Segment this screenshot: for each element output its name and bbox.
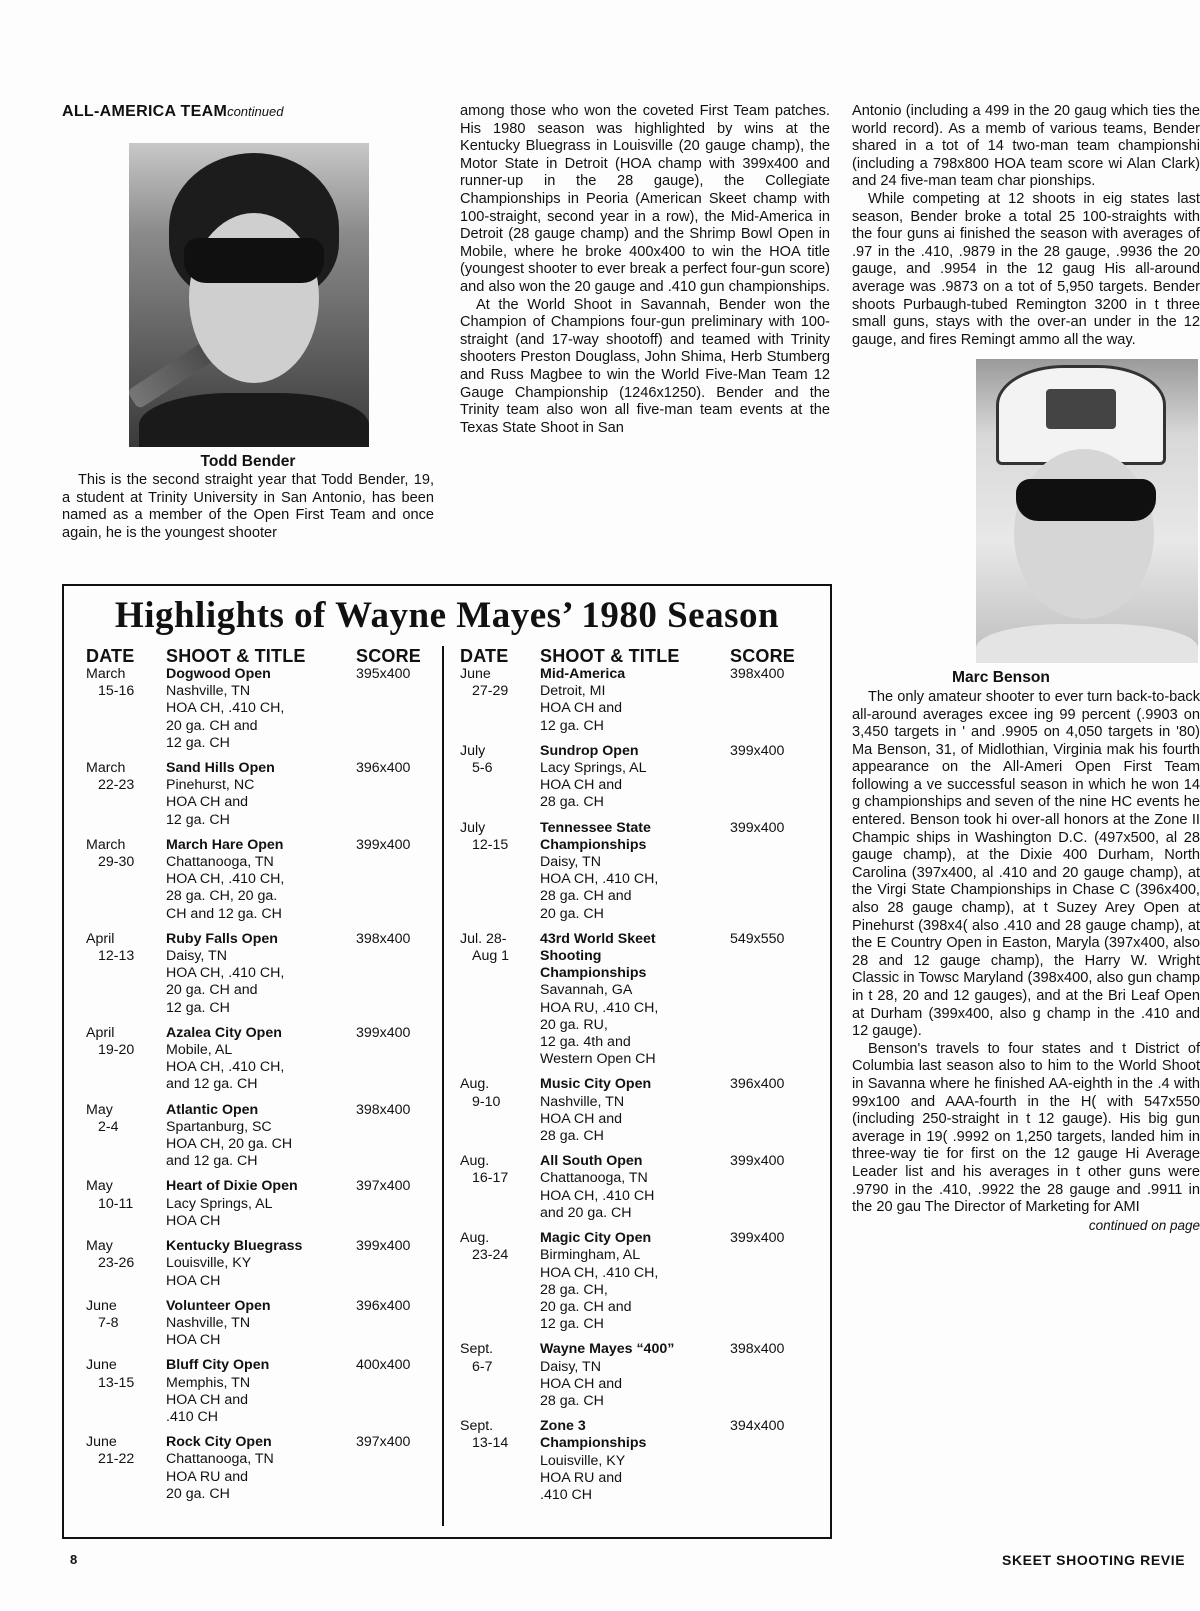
event-name: Dogwood Open [166,666,271,682]
event-score: 400x400 [356,1357,411,1374]
event-detail: Memphis, TN HOA CH and .410 CH [166,1374,251,1425]
event-name: Ruby Falls Open [166,930,278,947]
event-shoot [540,666,730,735]
event-row [86,1102,446,1171]
event-score: 399x400 [730,742,785,759]
event-detail: Louisville, KY HOA RU and .410 CH [540,1452,626,1503]
event-date-line1: June [86,1297,117,1314]
event-row [460,743,820,812]
event-name: All South Open [540,1153,643,1170]
event-shoot [166,1025,356,1094]
event-date-line1: Aug. [460,1076,490,1093]
highlights-left-column [86,646,446,1511]
event-name: Magic City Open [540,1230,652,1247]
event-shoot [166,1102,356,1171]
event-date-line1: Aug. [460,1153,490,1170]
event-date-line2: 23-26 [98,1255,135,1272]
event-row [460,1230,820,1333]
event-shoot [166,1357,356,1426]
event-row [86,1025,446,1094]
event-date [460,931,540,1069]
event-shoot [166,1434,356,1503]
event-date-line2: 19-20 [98,1042,135,1059]
header-score: SCORE [730,646,796,666]
body-paragraph: among those who won the coveted First Team patches. His 1980 season was highlighted by wins at the Kentucky Bluegrass in Louisville (20 gauge champ), the Motor State in Detroit (HOA champ with 399x400 and runner-up in the 28 gauge), the Collegiate Championships in Peoria (American Skeet champ with 100-straight, second year in a row), the Mid-America in Detroit (28 gauge champ) and the Shrimp Bowl Open in Mobile, where he broke 400x400 to win the HOA title (youngest shooter to ever break a perfect four-gun score) and also won the 20 gauge and .410 gun championships. [460,103,830,295]
event-score: 398x400 [356,930,411,947]
continued-note: continued on page [1088,1217,1200,1233]
event-name: 43rd World Skeet Shooting Championships [540,930,656,982]
event-date-line2: 12-15 [472,836,509,853]
column-3 [852,103,1200,1234]
event-row [86,1238,446,1290]
event-date [86,666,166,752]
event-date-line1: March [86,836,126,853]
event-date [460,1341,540,1410]
event-date-line1: June [86,1357,117,1374]
table-header [86,646,446,666]
event-name: March Hare Open [166,836,284,853]
event-date-line1: May [86,1238,113,1255]
event-name: Tennessee State Championships [540,819,651,853]
event-date [86,1025,166,1094]
event-date-line2: 9-10 [472,1093,501,1110]
event-detail: Detroit, MI HOA CH and 12 ga. CH [540,683,623,734]
event-date-line2: 22-23 [98,777,135,794]
event-score: 397x400 [356,1178,411,1195]
photo-caption-todd-bender: Todd Bender [200,452,296,470]
event-date-line2: 2-4 [98,1118,119,1135]
event-date-line2: 15-16 [98,683,135,700]
event-date-line1: May [86,1101,113,1118]
event-detail: Daisy, TN HOA CH, .410 CH, 28 ga. CH and 20 ga. CH [540,854,659,922]
event-name: Wayne Mayes “400” [540,1341,675,1358]
event-detail: Chattanooga, TN HOA CH, .410 CH, 28 ga. CH, 20 ga. CH and 12 ga. CH [166,854,285,922]
event-date-line1: April [86,1024,115,1041]
column-2 [460,103,830,437]
column-1 [62,103,434,543]
event-date-line2: 7-8 [98,1314,119,1331]
event-score: 396x400 [356,760,411,777]
event-date-line2: Aug 1 [472,948,510,965]
event-date-line1: Sept. [460,1418,494,1435]
event-name: Volunteer Open [166,1297,271,1314]
event-detail: Spartanburg, SC HOA CH, 20 ga. CH and 12 ga. CH [166,1118,293,1170]
event-score: 399x400 [730,1153,785,1170]
event-shoot [166,760,356,829]
event-score: 549x550 [730,930,785,947]
event-date [86,931,166,1017]
event-date-line2: 13-15 [98,1374,135,1391]
event-date [86,760,166,829]
event-score: 396x400 [356,1297,411,1314]
event-name: Bluff City Open [166,1357,270,1374]
event-score: 399x400 [356,1238,411,1255]
event-detail: Louisville, KY HOA CH [166,1255,252,1289]
event-shoot [166,931,356,1017]
event-detail: Nashville, TN HOA CH and 28 ga. CH [540,1093,625,1145]
event-shoot [540,1153,730,1222]
event-row [86,666,446,752]
event-name: Atlantic Open [166,1101,259,1118]
event-shoot [166,666,356,752]
event-shoot [166,837,356,923]
event-score: 398x400 [730,666,785,682]
event-date [460,1076,540,1145]
event-shoot [540,1418,730,1504]
event-date-line2: 6-7 [472,1358,493,1375]
event-date [86,1298,166,1350]
event-score: 399x400 [730,1230,785,1247]
event-shoot [540,1341,730,1410]
header-date: DATE [460,646,509,666]
event-score: 399x400 [730,819,785,836]
event-row [86,931,446,1017]
event-date [86,1102,166,1171]
event-date-line2: 13-14 [472,1435,509,1452]
event-date-line1: March [86,666,126,682]
event-shoot [166,1178,356,1230]
todd-bender-photo [129,143,369,447]
event-date-line2: 16-17 [472,1170,509,1187]
table-header [460,646,820,666]
event-score: 397x400 [356,1434,411,1451]
event-date-line1: June [86,1434,117,1451]
event-name: Azalea City Open [166,1024,282,1041]
event-date [460,743,540,812]
event-date-line1: Aug. [460,1230,490,1247]
event-date-line1: Jul. 28- [460,930,507,947]
event-row [86,1298,446,1350]
event-row [86,1357,446,1426]
event-date [460,1230,540,1333]
event-score: 396x400 [730,1076,785,1093]
event-detail: Nashville, TN HOA CH [166,1314,251,1349]
page-number: 8 [70,1552,78,1567]
event-name: Kentucky Bluegrass [166,1238,303,1255]
highlights-title: Highlights of Wayne Mayes’ 1980 Season [114,595,780,636]
event-date-line1: May [86,1178,113,1195]
event-row [460,666,820,735]
highlights-box [62,584,832,1539]
event-detail: Daisy, TN HOA CH, .410 CH, 20 ga. CH and 12 ga. CH [166,948,285,1016]
body-paragraph: Antonio (including a 499 in the 20 gaug which ties the world record). As a memb of various teams, Bender shared in a tot of 14 two-man team championshi (including a 798x800 HOA team score wi Alan Clark) and 24 five-man team char pionships. [852,103,1200,190]
header-shoot: SHOOT & TITLE [540,646,680,666]
event-row [86,1178,446,1230]
body-paragraph: At the World Shoot in Savannah, Bender won the Champion of Champions four-gun preliminary with 100-straight (and 17-way shootoff) and teamed with Trinity shooters Preston Douglass, John Shima, Herb Stumberg and Russ Magbee to win the World Five-Man Team 12 Gauge Championship (1246x1250). Bender and the Trinity team also won all five-man team events at the Texas State Shoot in San [460,296,830,436]
event-shoot [540,743,730,812]
body-paragraph: Benson's travels to four states and t District of Columbia last season also to him to the World Shoot in Savanna where he finished AA-eighth in the .4 with 99x100 and AAA-fourth in the H( with 547x550 (including 250-straight in t 12 gauge). His big gun average in 19( .9992 on 1,250 targets, landed him in three-way tie for first on the 12 gauge Hi Average Leader list and his averages in t other guns were .9790 in the .410, .9922 the 28 gauge and .9911 in the 20 gau The Director of Marketing for AMI [852,1040,1200,1216]
event-date-line2: 10-11 [98,1195,134,1212]
event-name: Sundrop Open [540,742,639,759]
section-title: ALL-AMERICA TEAM [62,103,228,120]
body-paragraph: While competing at 12 shoots in eig states last season, Bender broke a total 25 100-straights with the four guns ai finished the season with averages of .97 in the .410, .9879 in the 28 gauge, .9936 the 20 gauge, and .9954 in the 12 gaug His all-around average was .9873 on a tot of 5,950 targets. Bender shoots Purbaugh-tubed Remington 3200 in t three small guns, stays with the over-an under in the 12 gauge, and fires Remingt ammo all the way. [852,190,1200,348]
event-date-line2: 21-22 [98,1451,135,1468]
event-date-line1: April [86,930,115,947]
event-detail: Lacy Springs, AL HOA CH and 28 ga. CH [540,760,647,811]
event-row [460,1153,820,1222]
event-shoot [166,1238,356,1290]
highlights-right-column [460,646,820,1512]
event-name: Music City Open [540,1076,652,1093]
event-row [460,820,820,923]
event-date [86,1238,166,1290]
event-name: Zone 3 Championships [540,1418,647,1452]
event-date [86,1178,166,1230]
magazine-name: SKEET SHOOTING REVIE [1002,1552,1186,1568]
marc-benson-photo [976,359,1198,663]
event-date [86,1434,166,1503]
event-detail: Daisy, TN HOA CH and 28 ga. CH [540,1358,623,1409]
event-detail: Savannah, GA HOA RU, .410 CH, 20 ga. RU, 12 ga. 4th and Western Open CH [540,982,659,1068]
event-name: Sand Hills Open [166,760,275,777]
event-date [86,1357,166,1426]
event-score: 395x400 [356,666,411,682]
event-row [460,931,820,1069]
event-date-line1: July [460,742,486,759]
event-shoot [166,1298,356,1350]
event-name: Heart of Dixie Open [166,1178,298,1195]
event-row [86,1434,446,1503]
event-date-line1: July [460,819,486,836]
event-date-line1: June [460,666,491,682]
event-detail: Birmingham, AL HOA CH, .410 CH, 28 ga. CH, 20 ga. CH and 12 ga. CH [540,1247,659,1333]
event-detail: Nashville, TN HOA CH, .410 CH, 20 ga. CH and 12 ga. CH [166,683,285,751]
body-paragraph: The only amateur shooter to ever turn back-to-back all-around averages excee ing 99 percent (.9903 on 3,450 targets in ' and .9905 on 4,050 targets in '80) Ma Benson, 31, of Midlothian, Virginia mak his fourth appearance on the All-Ameri Open First Team following a ve successful season in which he won 14 g championships and seven of the nine HC events he entered. Benson took hi over-all honors at the Zone II Champic ships in Washington D.C. (497x500, al 28 gauge champ), at the Dixie 400 Durham, North Carolina (397x400, al .410 and 20 gauge champ), at the Virgi State Championships in Chase C (396x400, also 28 gauge champ), at t Suzey Arey Open at Pinehurst (398x4( also .410 and 28 gauge champ), at the E Country Open in Easton, Maryla (397x400, also 28 and 12 gauge champ), the Harry W. Wright Classic in Towsc Maryland (398x400, also gun champ in t 28, 20 and 12 gauges), and at the Bri Leaf Open at Durham (399x400, also g champ in the .410 and 12 gauge). [852,688,1200,1040]
event-score: 394x400 [730,1418,785,1435]
event-row [86,837,446,923]
event-date-line2: 5-6 [472,760,493,777]
event-date-line1: Sept. [460,1341,494,1358]
event-detail: Mobile, AL HOA CH, .410 CH, and 12 ga. CH [166,1042,285,1093]
event-detail: Chattanooga, TN HOA RU and 20 ga. CH [166,1451,274,1502]
header-date: DATE [86,646,135,666]
event-row [460,1341,820,1410]
event-date-line2: 27-29 [472,683,509,700]
photo-caption-marc-benson: Marc Benson [952,669,1050,687]
event-shoot [540,1230,730,1333]
header-score: SCORE [356,646,422,666]
event-date-line2: 12-13 [98,948,135,965]
event-date [460,666,540,735]
event-detail: Pinehurst, NC HOA CH and 12 ga. CH [166,777,255,828]
event-score: 398x400 [356,1101,411,1118]
event-date-line1: March [86,760,126,777]
event-score: 398x400 [730,1341,785,1358]
event-name: Rock City Open [166,1434,272,1451]
event-row [460,1076,820,1145]
event-shoot [540,931,730,1069]
event-detail: Chattanooga, TN HOA CH, .410 CH and 20 ga. CH [540,1170,655,1221]
section-heading [62,103,434,121]
event-row [86,760,446,829]
event-date [86,837,166,923]
event-row [460,1418,820,1504]
event-date [460,820,540,923]
event-shoot [540,1076,730,1145]
event-detail: Lacy Springs, AL HOA CH [166,1195,273,1229]
event-date-line2: 23-24 [472,1247,509,1264]
event-date-line2: 29-30 [98,854,135,871]
header-shoot: SHOOT & TITLE [166,646,306,666]
event-score: 399x400 [356,1024,411,1041]
body-text: This is the second straight year that Todd Bender, 19, a student at Trinity University in San Antonio, has been named as a member of the Open First Team and once again, he is the youngest shooter [62,472,434,541]
event-date [460,1418,540,1504]
event-date [460,1153,540,1222]
event-shoot [540,820,730,923]
event-name: Mid-America [540,666,626,682]
section-continued: continued [227,104,284,119]
event-score: 399x400 [356,836,411,853]
